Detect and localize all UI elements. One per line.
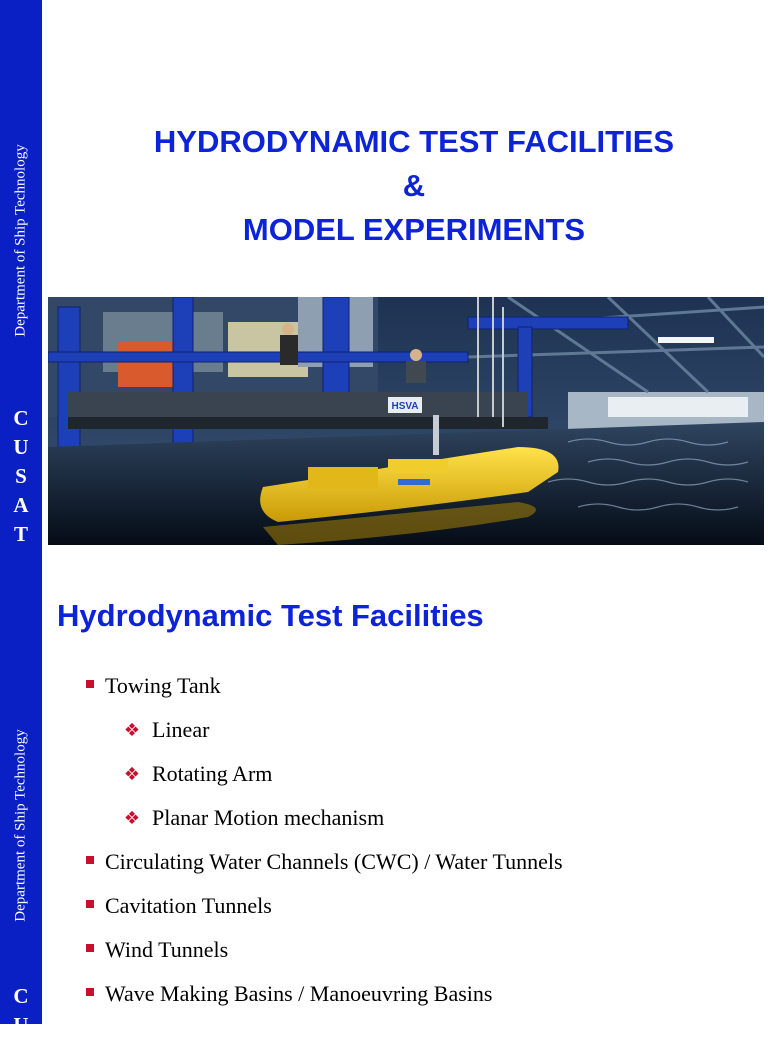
diamond-bullet-icon: ❖ [123,807,141,829]
title-line-2: & [402,168,426,203]
towing-tank-illustration [48,297,764,545]
list-item: Wave Making Basins / Manoeuvring Basins [80,972,760,1016]
sidebar-letter: U [13,435,29,459]
sidebar-letter: A [13,493,29,517]
square-bullet-icon [86,944,94,952]
list-item: ❖ Planar Motion mechanism [123,805,385,830]
list-item: Circulating Water Channels (CWC) / Water Tunnels [80,840,760,884]
slide-title [60,120,768,252]
square-bullet-icon [86,988,94,996]
sidebar-letter: C [13,984,29,1008]
bullet-list [80,664,760,1016]
list-item: ❖ Rotating Arm [123,761,273,786]
sidebar-cusat-letters-lower [0,982,42,1040]
sidebar-letter: U [13,1013,29,1037]
title-line-1: HYDRODYNAMIC TEST FACILITIES [153,124,675,159]
sidebar-letter: T [13,522,28,546]
sidebar [0,0,42,1037]
list-item: ❖ Linear [123,717,210,742]
square-bullet-icon [86,680,94,688]
sidebar-cusat-letters [0,404,42,549]
list-item: Towing Tank [80,664,760,708]
list-item: Wind Tunnels [80,928,760,972]
square-bullet-icon [86,900,94,908]
diamond-bullet-icon: ❖ [123,719,141,741]
diamond-bullet-icon: ❖ [123,763,141,785]
sidebar-letter: S [15,464,27,488]
sidebar-letter: C [13,406,29,430]
list-item: Cavitation Tunnels [80,884,760,928]
towing-tank-photo [48,297,764,545]
title-line-3: MODEL EXPERIMENTS [242,212,586,247]
square-bullet-icon [86,856,94,864]
section-heading: Hydrodynamic Test Facilities [57,598,484,633]
sidebar-department-label: Department of Ship Technology [12,143,29,337]
sidebar-department-label-lower: Department of Ship Technology [12,728,29,922]
carriage-sign: HSVA [391,401,419,412]
